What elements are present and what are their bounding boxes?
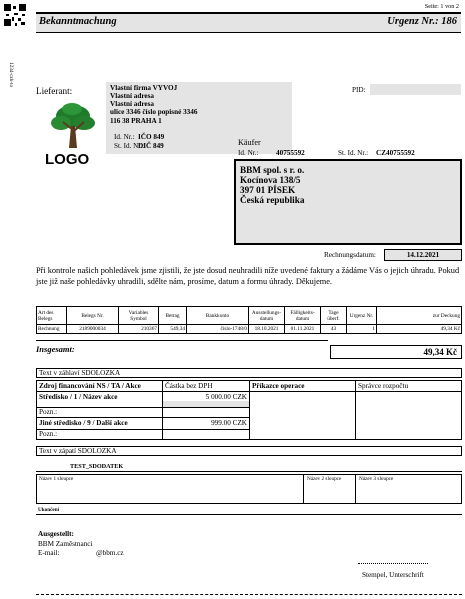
column-header: zur Deckung [377, 307, 462, 325]
supplier-line-5: 116 38 PRAHA 1 [110, 117, 162, 125]
buyer-line-3: 397 01 PÍSEK [240, 185, 296, 195]
header-bar [36, 12, 461, 33]
invoice-items-table [36, 306, 462, 334]
budget-manager-header: Správce rozpočtu [358, 382, 409, 390]
cell-to-cover: 49,34 Kč [377, 325, 462, 334]
buyer-label: Käufer [238, 138, 261, 147]
buyer-tax-label: St. Id. Nr.: [338, 149, 369, 157]
funding-source-header: Zdroj financování NS / TA / Akce [39, 382, 141, 390]
bottom-separator [36, 594, 462, 595]
column-header: Bankkonto [187, 307, 249, 325]
cell-variable-symbol: 210367 [119, 325, 159, 334]
issuer-email-label: E-mail: [38, 549, 60, 557]
supplier-tax-label: St. Id. Nr.: [114, 142, 145, 150]
funding-row1-note: Pozn.: [39, 408, 58, 416]
funding-row2-value: 999.00 CZK [211, 419, 247, 427]
supplier-line-3: Vlastní adresa [110, 100, 154, 108]
cell-urgency-number: 1 [347, 325, 377, 334]
column-header: Betrag [159, 307, 187, 325]
funding-row1-value: 5 000.00 CZK [205, 393, 247, 401]
reminder-message: Při kontrole našich pohledávek jsme zjistili, že jste dosud neuhradili níže uvedené faktury a žádáme Vás o jejich úhradu. Pokud jste již naše pohledávky uhradili, sdělte nám, prosíme, datum a formu úhrady. Děkujeme. [36, 266, 460, 286]
page-number: Seite: 1 von 2 [424, 3, 459, 10]
column-header: Variables Symbol [119, 307, 159, 325]
supplier-tax-value: DIČ 849 [138, 142, 164, 150]
issuer-email-value: @bbm.cz [96, 549, 124, 557]
table-row [37, 325, 462, 334]
column-header: Art des Belegs [37, 307, 67, 325]
test-block-table [36, 474, 462, 504]
urgency-number: Urgenz Nr.: 186 [387, 16, 457, 27]
column-header: Fälligkeits-datum [285, 307, 321, 325]
supplier-id-label: Id. Nr.: [114, 133, 135, 141]
operation-initiator-header: Příkazce operace [252, 382, 305, 390]
test-block-title: TEST_SDODATEK [70, 463, 124, 470]
column-header: Tage überf. [321, 307, 347, 325]
cell-due-date: 01.11.2021 [285, 325, 321, 334]
side-code: 1234-czk-to [8, 62, 14, 88]
document-title: Bekanntmachung [39, 16, 117, 27]
cell-doc-type: Rechnung [37, 325, 67, 334]
buyer-id-label: Id. Nr.: [238, 149, 259, 157]
column-header: Urgenz Nr. [347, 307, 377, 325]
logo-text: LOGO [45, 151, 90, 168]
pid-label: PID: [352, 86, 366, 94]
test-col1-header: Název 1 sloupce [39, 476, 74, 482]
signature-line [358, 563, 428, 564]
cell-doc-number: 2189000034 [67, 325, 119, 334]
buyer-line-1: BBM spol. s r. o. [240, 165, 305, 175]
funding-row2-label: Jiné středisko / 9 / Další akce [39, 419, 128, 427]
invoice-date-value: 14.12.2021 [384, 249, 462, 261]
total-row [36, 340, 328, 355]
stamp-label: Stempel, Unterschrift [362, 571, 424, 579]
invoice-date-label: Rechnungsdatum: [324, 251, 376, 259]
table-header-row [37, 307, 462, 325]
supplier-block [106, 82, 292, 154]
tree-logo-icon [48, 100, 98, 152]
supplier-id-value: IČO 849 [138, 133, 165, 141]
column-header: Ausstellungs-datum [249, 307, 285, 325]
buyer-line-2: Kocínova 138/5 [240, 175, 301, 185]
column-header: Belegs Nr. [67, 307, 119, 325]
cell-bank-account: číslo-1748/0 [187, 325, 249, 334]
total-label: Insgesamt: [36, 344, 75, 354]
cell-issue-date: 18.10.2021 [249, 325, 285, 334]
funding-block [36, 380, 462, 440]
test-col3-header: Název 3 sloupce [359, 476, 394, 482]
supplier-label: Lieferant: [36, 86, 73, 96]
buyer-line-4: Česká republika [240, 195, 305, 205]
buyer-tax-value: CZ40755592 [376, 149, 415, 157]
amount-header: Částka bez DPH [165, 382, 213, 390]
cell-days-overdue: 43 [321, 325, 347, 334]
supplier-line-2: Vlastní adresa [110, 92, 154, 100]
buyer-id-value: 40755592 [276, 149, 305, 157]
qr-code [4, 4, 26, 26]
supplier-line-1: Vlastní firma VYVOJ [110, 84, 178, 92]
funding-row2-note: Pozn.: [39, 430, 58, 438]
test-col2-header: Název 2 sloupce [307, 476, 342, 482]
header-note: Text v záhlaví SDOLOZKA [36, 368, 462, 378]
total-value: 49,34 Kč [330, 345, 462, 359]
issuer-label: Ausgestellt: [38, 530, 74, 538]
funding-row1-shade [163, 401, 249, 407]
funding-row1-label: Středisko / 1 / Název akce [39, 393, 118, 401]
supplier-line-4: ulice 3346 číslo popisné 3346 [110, 108, 198, 116]
test-end-label: Ukončení [38, 507, 60, 513]
buyer-address-box [234, 159, 462, 245]
cell-amount: 549,34 [159, 325, 187, 334]
pid-field [370, 84, 461, 95]
issuer-name: BBM Zaměstnanci [38, 540, 93, 548]
footer-note: Text v zápatí SDOLOZKA [36, 446, 462, 456]
